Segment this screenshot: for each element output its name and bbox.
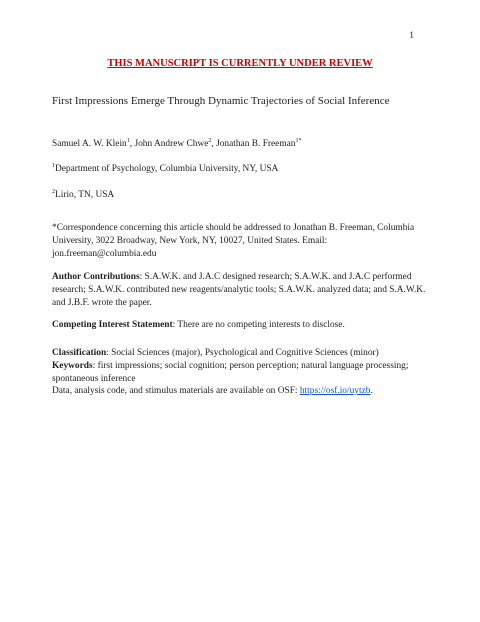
author-separator: , (211, 139, 217, 149)
section-text: : There are no competing interests to disclose. (172, 320, 345, 330)
review-notice: THIS MANUSCRIPT IS CURRENTLY UNDER REVIEW (107, 58, 373, 69)
author-list (52, 138, 430, 151)
classification-keywords (52, 347, 430, 386)
section-label: Classification (52, 348, 107, 358)
section-text: : S.A.W.K. and J.A.C designed research; S.A.W.K. and J.A.C performed research; S.A.W.K. contributed new reagents/analytic tools; S.A.W.K. analyzed data; and S.A.W.K. and J.B.F. wrote the paper. (52, 272, 426, 308)
section-text: : Social Sciences (major), Psychological and Cognitive Sciences (minor) (106, 348, 379, 358)
affiliation-mark: 2 (52, 189, 55, 195)
author-affiliation-mark: 1 (126, 138, 130, 144)
affiliation (52, 163, 430, 176)
author-affiliation-mark: 2 (208, 138, 212, 144)
correspondence-note: *Correspondence concerning this article should be addressed to Jonathan B. Freeman, Columbia University, 3022 Broadway, New York, NY, 10027, United States. Email: jon.freeman@columbia.edu (52, 223, 415, 259)
author-separator: , (129, 139, 135, 149)
data-availability-text: Data, analysis code, and stimulus materials are available on OSF: (52, 386, 300, 396)
section-label: Author Contributions (52, 272, 140, 282)
author-name: Jonathan B. Freeman (216, 139, 296, 149)
competing-interests (52, 319, 430, 332)
author-name: Samuel A. W. Klein (52, 139, 127, 149)
section-text: : first impressions; social cognition; person perception; natural language processing; spontaneous inference (52, 361, 409, 384)
author-contributions (52, 271, 430, 310)
section-label: Keywords (52, 361, 93, 371)
affiliation-mark: 1 (52, 163, 55, 169)
affiliation-text: Department of Psychology, Columbia University, NY, USA (55, 164, 279, 174)
data-availability (52, 385, 430, 398)
author-name: John Andrew Chwe (134, 139, 209, 149)
affiliation-text: Lirio, TN, USA (55, 190, 115, 200)
page-number: 1 (409, 31, 414, 41)
osf-link[interactable]: https://osf.io/uytzb (299, 386, 371, 396)
data-availability-end: . (370, 386, 373, 396)
affiliation (52, 189, 430, 202)
author-affiliation-mark: 1* (295, 138, 302, 144)
paper-title: First Impressions Emerge Through Dynamic Trajectories of Social Inference (52, 95, 390, 107)
section-label: Competing Interest Statement (52, 320, 173, 330)
